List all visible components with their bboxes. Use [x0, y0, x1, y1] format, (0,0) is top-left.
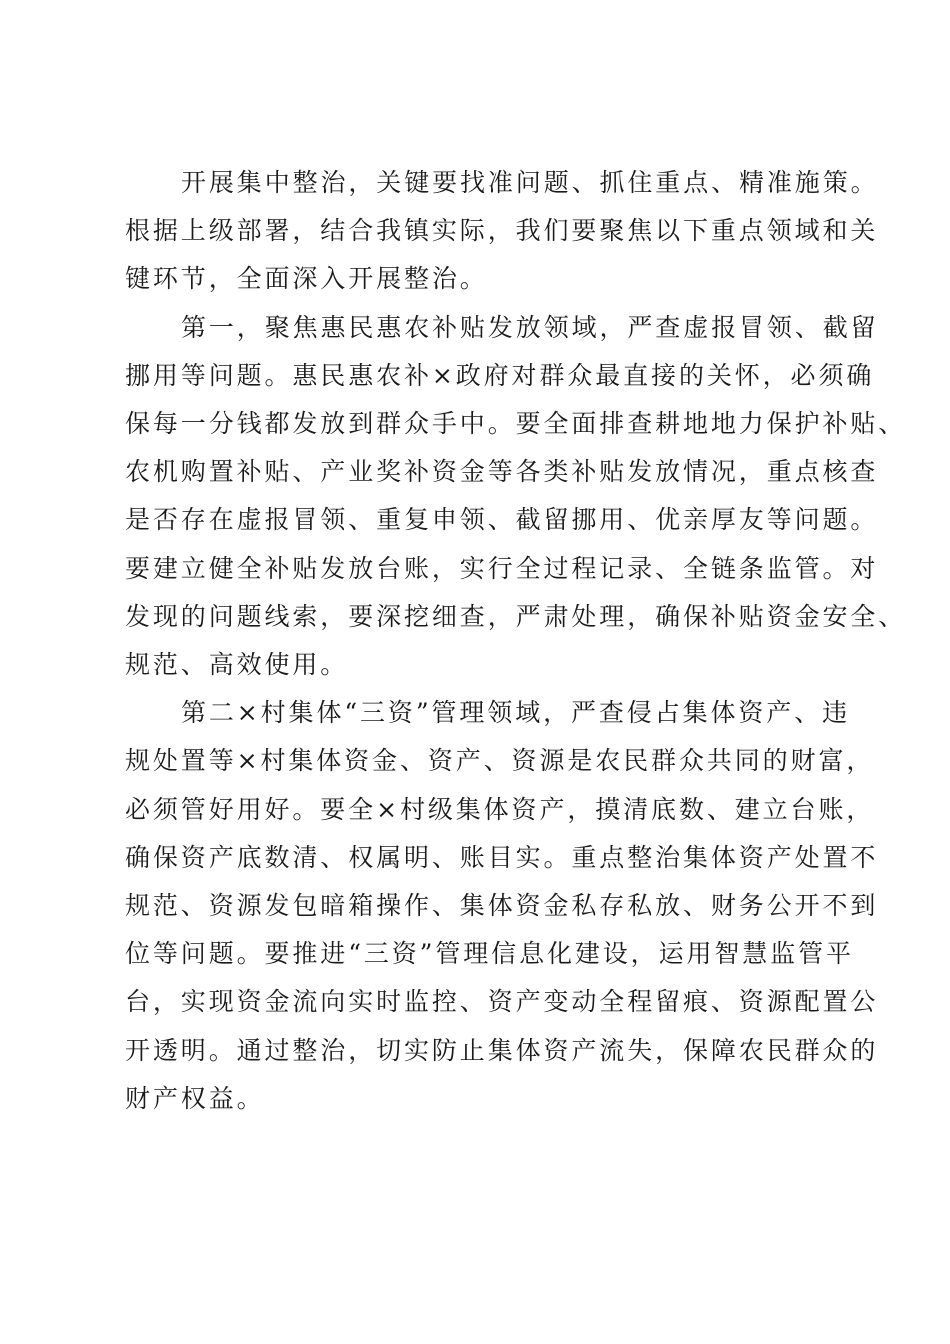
document-body [125, 159, 907, 1123]
text-line: 必须管好用好。要全×村级集体资产，摸清底数、建立台账， [125, 794, 875, 824]
text-line: 规处置等×村集体资金、资产、资源是农民群众共同的财富， [125, 746, 875, 776]
text-line: 是否存在虚报冒领、重复申领、截留挪用、优亲厚友等问题。 [125, 505, 879, 535]
text-line: 位等问题。要推进“三资”管理信息化建设，运用智慧监管平 [125, 939, 854, 969]
text-line: 根据上级部署，结合我镇实际，我们要聚焦以下重点领域和关 [125, 216, 879, 246]
text-line: 财产权益。 [125, 1083, 265, 1113]
text-line: 保每一分钱都发放到群众手中。要全面排查耕地地力保护补贴、 [125, 409, 907, 439]
text-line: 第一，聚焦惠民惠农补贴发放领域，严查虚报冒领、截留 [181, 312, 879, 342]
text-line: 要建立健全补贴发放台账，实行全过程记录、全链条监管。对 [125, 553, 879, 583]
text-line: 第二×村集体“三资”管理领域，严查侵占集体资产、违 [181, 698, 851, 728]
text-line: 确保资产底数清、权属明、账目实。重点整治集体资产处置不 [125, 842, 879, 872]
text-line: 规范、高效使用。 [125, 650, 349, 680]
text-line: 规范、资源发包暗箱操作、集体资金私存私放、财务公开不到 [125, 891, 879, 921]
paragraph-second-point [125, 689, 879, 1123]
paragraph-first-point [125, 304, 907, 690]
text-line: 发现的问题线索，要深挖细查，严肃处理，确保补贴资金安全、 [125, 601, 907, 631]
text-line: 农机购置补贴、产业奖补资金等各类补贴发放情况，重点核查 [125, 457, 879, 487]
text-line: 开展集中整治，关键要找准问题、抓住重点、精准施策。 [181, 168, 879, 197]
text-line: 开透明。通过整治，切实防止集体资产流失，保障农民群众的 [125, 1035, 879, 1065]
text-line: 挪用等问题。惠民惠农补×政府对群众最直接的关怀，必须确 [125, 360, 875, 390]
paragraph-intro [125, 159, 879, 304]
text-line: 台，实现资金流向实时监控、资产变动全程留痕、资源配置公 [125, 987, 879, 1017]
text-line: 键环节，全面深入开展整治。 [125, 264, 488, 294]
